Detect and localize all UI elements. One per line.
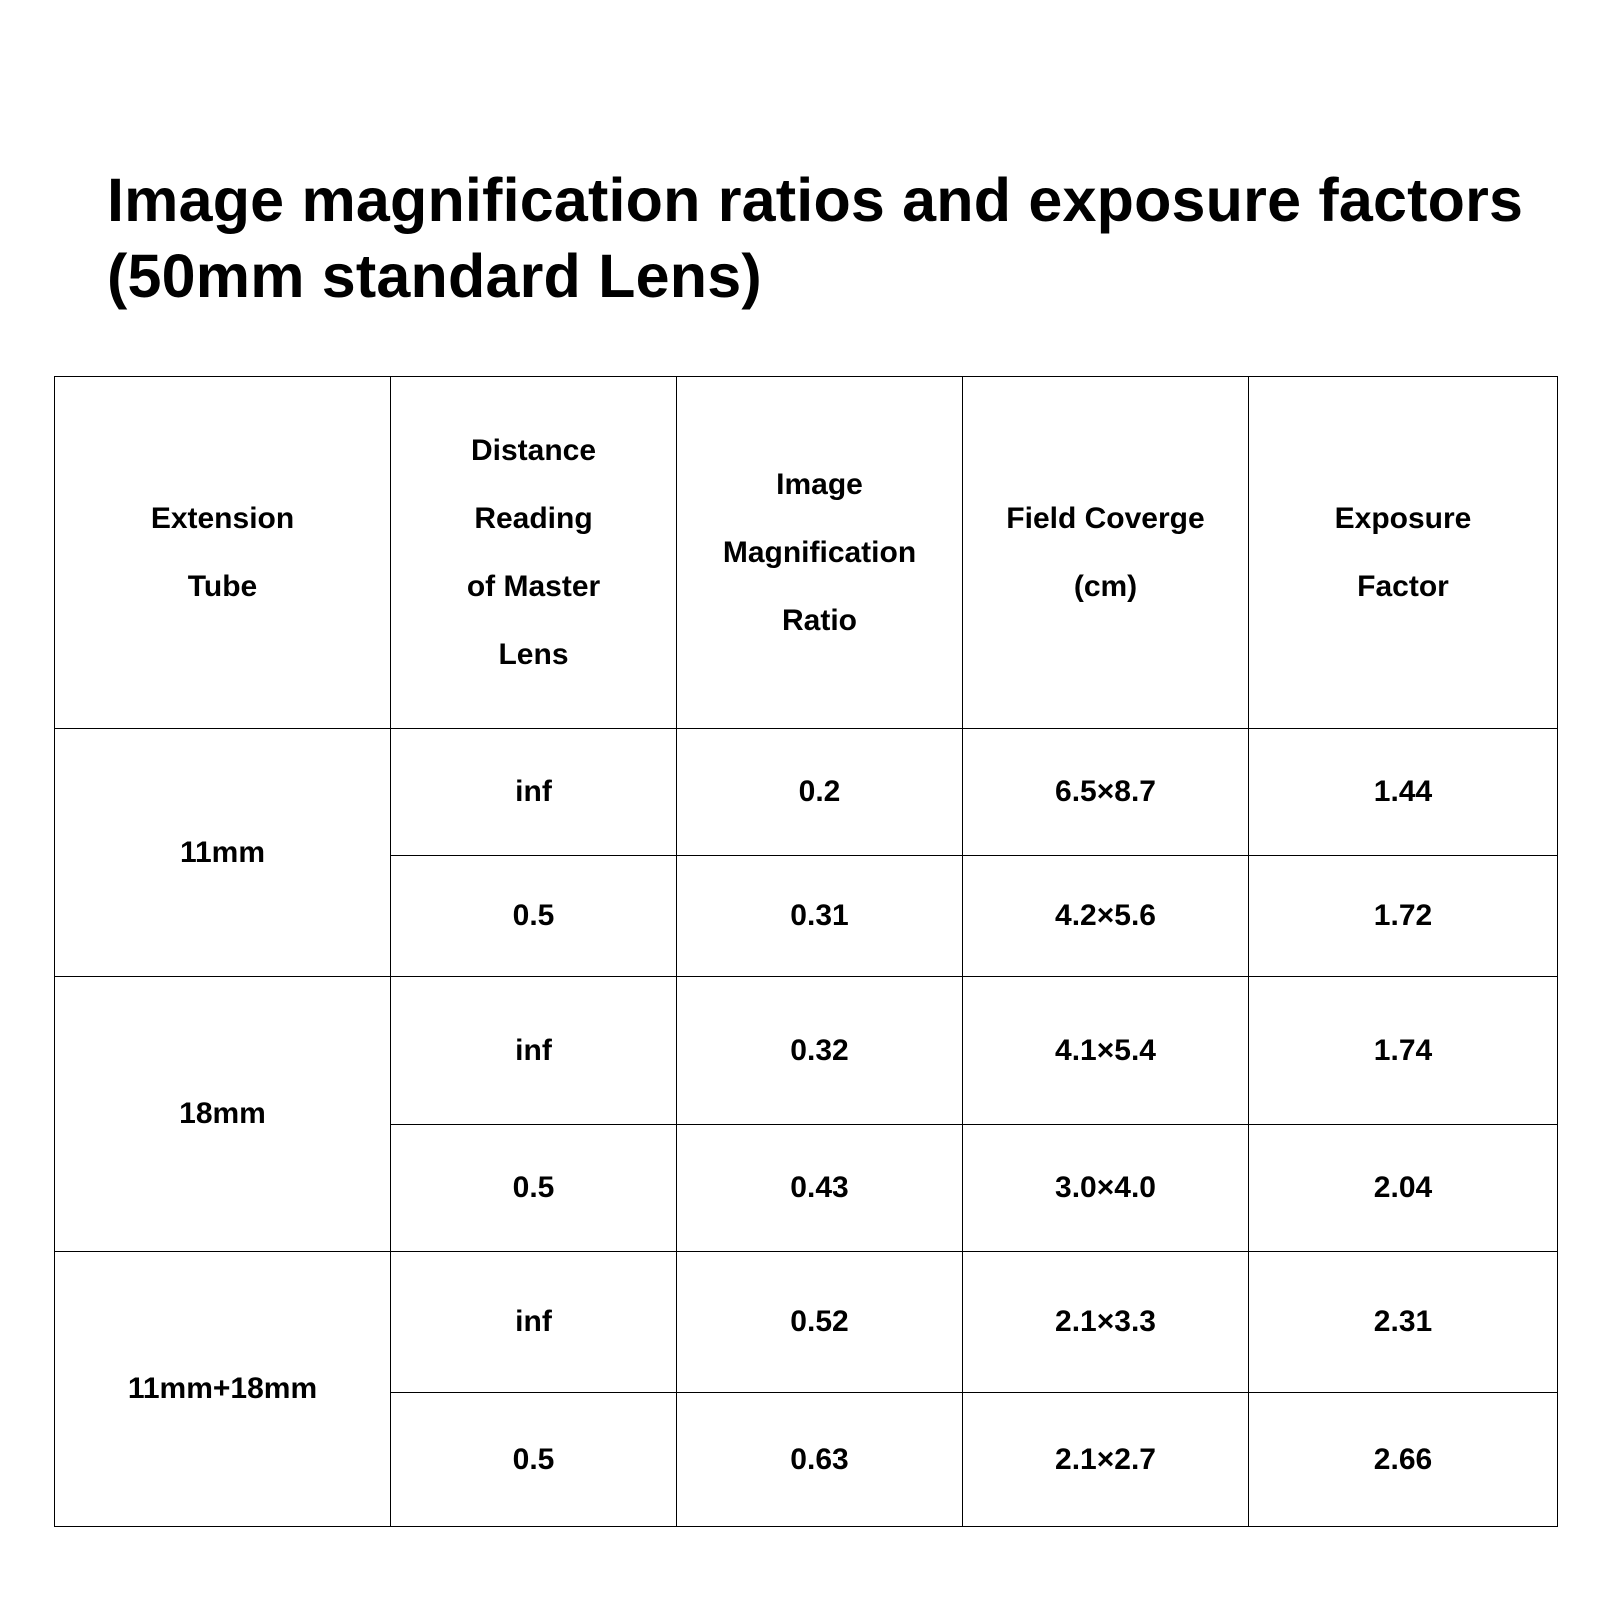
distance-cell: 0.5 (391, 1125, 677, 1252)
field-cell: 2.1×3.3 (963, 1252, 1249, 1393)
exposure-cell: 2.31 (1249, 1252, 1558, 1393)
magnification-cell: 0.32 (677, 977, 963, 1125)
magnification-cell: 0.52 (677, 1252, 963, 1393)
extension-cell: 11mm+18mm (55, 1252, 391, 1527)
header-field-coverage (963, 377, 1249, 729)
field-cell: 6.5×8.7 (963, 729, 1249, 856)
header-text: Factor (1357, 569, 1449, 603)
table-row (55, 1252, 1558, 1393)
exposure-cell: 1.74 (1249, 977, 1558, 1125)
magnification-cell: 0.31 (677, 856, 963, 977)
magnification-cell: 0.2 (677, 729, 963, 856)
header-text: Exposure (1334, 501, 1472, 535)
distance-cell: 0.5 (391, 856, 677, 977)
title-line-1: Image magnification ratios and exposure factors (107, 166, 1524, 234)
field-cell: 4.1×5.4 (963, 977, 1249, 1125)
header-text: Magnification (722, 535, 917, 569)
field-cell: 2.1×2.7 (963, 1393, 1249, 1527)
distance-cell: inf (391, 729, 677, 856)
field-cell: 4.2×5.6 (963, 856, 1249, 977)
header-text: Reading (474, 501, 593, 535)
header-text: of Master (466, 569, 601, 603)
page-title (107, 162, 1567, 314)
header-exposure-factor (1249, 377, 1558, 729)
field-cell: 3.0×4.0 (963, 1125, 1249, 1252)
header-text: Ratio (782, 603, 857, 637)
header-text: Tube (187, 569, 258, 603)
exposure-cell: 2.04 (1249, 1125, 1558, 1252)
header-text: Image (776, 467, 863, 501)
magnification-cell: 0.63 (677, 1393, 963, 1527)
table-row (55, 729, 1558, 856)
header-text: Extension (150, 501, 295, 535)
magnification-table (54, 376, 1558, 1527)
header-extension-tube (55, 377, 391, 729)
header-text: Field Coverge (1006, 501, 1205, 535)
magnification-cell: 0.43 (677, 1125, 963, 1252)
table-header-row (55, 377, 1558, 729)
header-text: (cm) (1073, 569, 1138, 603)
distance-cell: inf (391, 977, 677, 1125)
header-text: Distance (470, 433, 597, 467)
distance-cell: inf (391, 1252, 677, 1393)
distance-cell: 0.5 (391, 1393, 677, 1527)
extension-cell: 11mm (55, 729, 391, 977)
exposure-cell: 1.44 (1249, 729, 1558, 856)
exposure-cell: 2.66 (1249, 1393, 1558, 1527)
table-row (55, 977, 1558, 1125)
header-magnification-ratio (677, 377, 963, 729)
exposure-cell: 1.72 (1249, 856, 1558, 977)
header-text: Lens (498, 637, 569, 671)
title-line-2: (50mm standard Lens) (107, 242, 762, 310)
header-distance-reading (391, 377, 677, 729)
extension-cell: 18mm (55, 977, 391, 1252)
